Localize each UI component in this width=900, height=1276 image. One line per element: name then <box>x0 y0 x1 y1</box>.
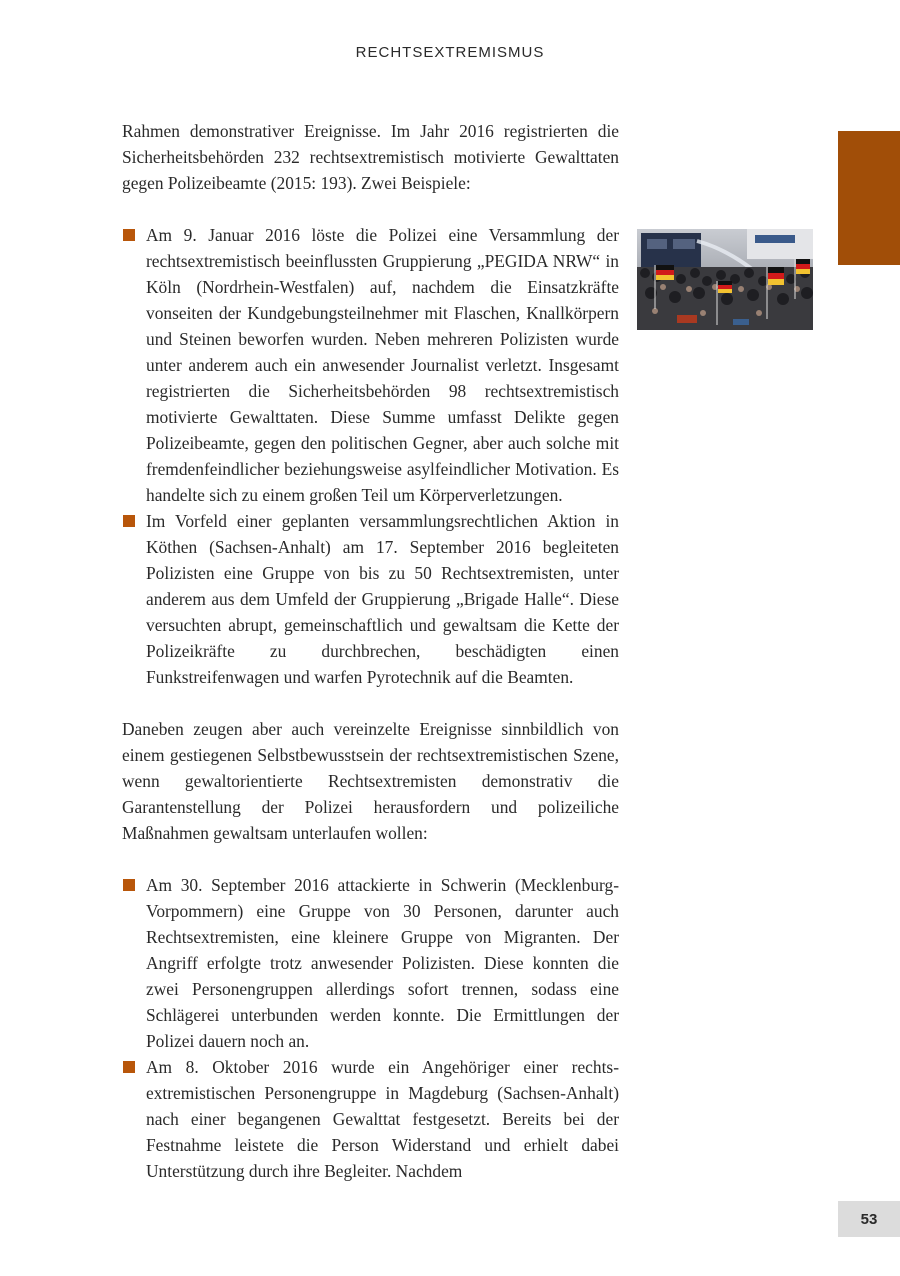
photo-illustration <box>637 229 813 330</box>
list-item <box>122 222 619 508</box>
running-title: RECHTSEXTREMISMUS <box>355 44 545 61</box>
square-bullet-icon <box>123 229 135 241</box>
demonstration-photo <box>637 229 813 330</box>
list-item-text: Am 9. Januar 2016 löste die Polizei eine Versammlung der rechtsextremistisch beeinflussten Gruppierung „PEGIDA NRW“ in Köln (Nordrhein-Westfalen) auf, nachdem die Einsatzkräfte vonseiten der Kundgebungsteilnehmer mit Flaschen, Knallkörpern und Steinen beworfen wurden. Neben mehreren Polizisten wurde unter anderem auch ein anwesender Journalist verletzt. Insgesamt registrierten die Sicherheitsbehörden 98 rechtsextremistisch motivierte Gewalttaten. Diese Summe umfasst Delikte gegen Polizeibeamte, gegen den politischen Gegner, aber auch solche mit fremdenfeindlicher beziehungsweise asylfeindlicher Motivation. Es handelte sich zu einem großen Teil um Körperverletzungen. <box>146 225 619 505</box>
middle-paragraph: Daneben zeugen aber auch vereinzelte Ereignisse sinnbildlich von einem gestiegenen Selbstbewusstsein der rechtsextremistischen Szene, wenn gewaltorientierte Rechtsextremisten demonstrativ die Garantenstellung der Polizei herausfordern und polizeiliche Maßnahmen gewaltsam unterlaufen wollen: <box>122 719 619 843</box>
example-list-2 <box>122 872 619 1184</box>
page-number: 53 <box>838 1201 900 1237</box>
list-item <box>122 872 619 1054</box>
intro-paragraph: Rahmen demonstrativer Ereignisse. Im Jahr 2016 registrierten die Sicherheitsbehörden 232 rechtsextremistisch motivierte Gewalttaten gegen Polizeibeamte (2015: 193). Zwei Beispiele: <box>122 121 619 193</box>
square-bullet-icon <box>123 879 135 891</box>
list-item-text: Am 30. September 2016 attackierte in Schwerin (Mecklenburg-Vorpommern) eine Gruppe von 30 Personen, darunter auch Rechtsextremisten, eine kleinere Gruppe von Migranten. Der Angriff erfolgte trotz anwesender Polizisten. Diese konnten die zwei Personengruppen allerdings sofort trennen, sodass eine Schlägerei unterbunden werden konnte. Die Ermittlungen der Polizei dauern noch an. <box>146 875 619 1051</box>
square-bullet-icon <box>123 1061 135 1073</box>
example-list-1 <box>122 222 619 690</box>
main-text-column <box>122 118 619 1184</box>
square-bullet-icon <box>123 515 135 527</box>
list-item <box>122 1054 619 1184</box>
chapter-tab-marker <box>838 131 900 265</box>
list-item-text: Am 8. Oktober 2016 wurde ein Angehöriger einer rechtsextremistischen Personengruppe in Magdeburg (Sachsen-Anhalt) nach einer begangenen Gewalttat festgesetzt. Bereits bei der Festnahme leistete die Person Widerstand und erhielt dabei Unterstützung durch ihre Begleiter. Nachdem <box>146 1057 619 1181</box>
list-item-text: Im Vorfeld einer geplanten versammlungsrechtlichen Aktion in Köthen (Sachsen-Anhalt) am 17. September 2016 begleiteten Polizisten eine Gruppe von bis zu 50 Rechtsextremisten, unter anderem aus dem Umfeld der Gruppierung „Brigade Halle“. Diese versuchten abrupt, gemeinschaftlich und gewaltsam die Kette der Polizeikräfte zu durchbrechen, beschädigten einen Funkstreifenwagen und warfen Pyrotechnik auf die Beamten. <box>146 511 619 687</box>
list-item <box>122 508 619 690</box>
